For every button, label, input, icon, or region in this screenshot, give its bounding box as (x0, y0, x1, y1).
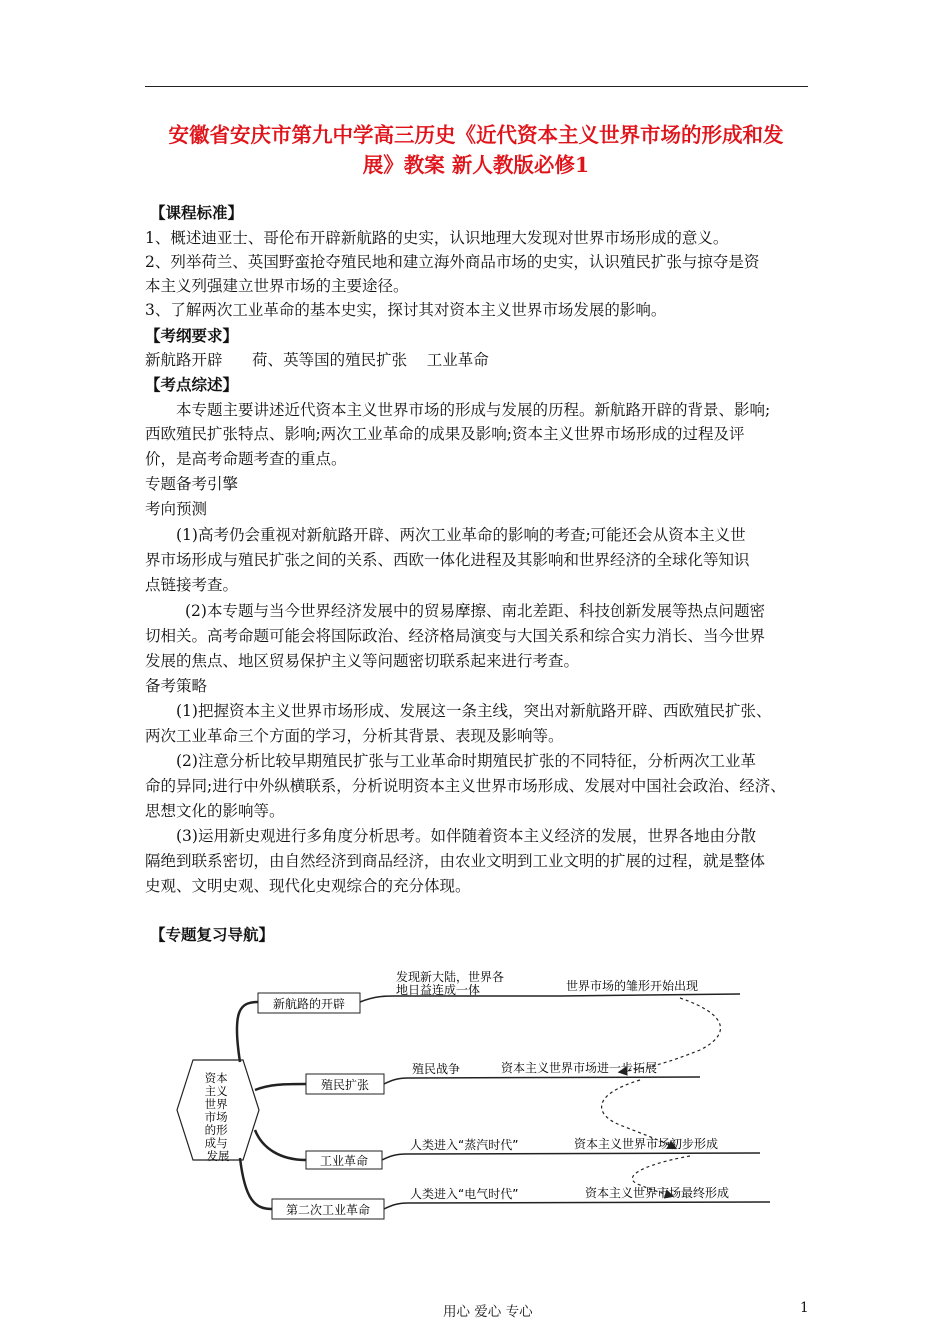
overview-line: 命的异同;进行中外纵横联系，分析说明资本主义世界市场形成、发展对中国社会政治、经济、 (145, 777, 786, 795)
center-label-line: 世界 (204, 1097, 228, 1111)
branch-event: 殖民战争 (412, 1062, 461, 1076)
overview-line: (1)高考仍会重视对新航路开辟、两次工业革命的影响的考查;可能还会从资本主义世 (176, 526, 746, 544)
branch-event: 人类进入“电气时代” (410, 1187, 519, 1201)
overview-line: 史观、文明史观、现代化史观综合的充分体现。 (145, 877, 471, 895)
overview-line: 西欧殖民扩张特点、影响;两次工业革命的成果及影响;资本主义世界市场形成的过程及评 (145, 425, 745, 443)
center-label (205, 1071, 232, 1163)
footer-slogan: 用心 爱心 专心 (443, 1304, 533, 1320)
page-number: 1 (800, 1300, 809, 1316)
center-label-line: 发展 (206, 1149, 230, 1163)
branch-label: 新航路的开辟 (272, 997, 346, 1011)
overview-line: 切相关。高考命题可能会将国际政治、经济格局演变与大国关系和综合实力消长、当今世界 (145, 627, 766, 645)
overview-line: (2)注意分析比较早期殖民扩张与工业革命时期殖民扩张的不同特征，分析两次工业革 (176, 752, 756, 770)
course-standard-line: 1、概述迪亚士、哥伦布开辟新航路的史实，认识地理大发现对世界市场形成的意义。 (145, 229, 729, 247)
center-label-line: 资本 (204, 1071, 228, 1085)
exam-overview-heading: 【考点综述】 (145, 375, 239, 394)
branch-result: 资本主义世界市场最终形成 (585, 1186, 730, 1200)
course-standard-heading: 【课程标准】 (150, 203, 244, 222)
overview-line: 本专题主要讲述近代资本主义世界市场的形成与发展的历程。新航路开辟的背景、影响; (176, 401, 771, 419)
overview-line: 备考策略 (145, 677, 208, 695)
branch-label: 工业革命 (319, 1154, 369, 1168)
branch-result: 资本主义世界市场进一步拓展 (501, 1061, 658, 1075)
overview-line: 隔绝到联系密切，由自然经济到商品经济，由农业文明到工业文明的扩展的过程，就是整体 (145, 852, 766, 870)
branch-event: 地日益连成一体 (396, 983, 481, 997)
overview-line: 价，是高考命题考查的重点。 (145, 450, 347, 468)
course-standard-line: 3、了解两次工业革命的基本史实，探讨其对资本主义世界市场发展的影响。 (145, 301, 667, 319)
course-standard-line: 2、列举荷兰、英国野蛮抢夺殖民地和建立海外商品市场的史实，认识殖民扩张与掠夺是资 (145, 253, 760, 271)
branch-connector (255, 1084, 306, 1090)
overview-line: 发展的焦点、地区贸易保护主义等问题密切联系起来进行考查。 (145, 652, 580, 670)
review-nav-heading: 【专题复习导航】 (150, 925, 275, 944)
center-label-line: 成与 (204, 1136, 228, 1150)
branch-result: 资本主义世界市场初步形成 (574, 1137, 719, 1151)
overview-line: (1)把握资本主义世界市场形成、发展这一条主线，突出对新航路开辟、西欧殖民扩张、 (176, 702, 772, 720)
branch-label: 第二次工业革命 (285, 1203, 371, 1217)
overview-line: 专题备考引擎 (145, 475, 239, 493)
overview-line: 点链接考查。 (145, 576, 239, 594)
page-title-line-1: 安徽省安庆市第九中学高三历史《近代资本主义世界市场的形成和发 (168, 123, 784, 147)
overview-line: 思想文化的影响等。 (145, 802, 285, 820)
overview-line: 界市场形成与殖民扩张之间的关系、西欧一体化进程及其影响和世界经济的全球化等知识 (145, 551, 750, 569)
branch-line (384, 1077, 700, 1084)
overview-line: (3)运用新史观进行多角度分析思考。如伴随着资本主义经济的发展，世界各地由分散 (176, 827, 756, 845)
branch-line (382, 1153, 760, 1160)
branch-result: 世界市场的雏形开始出现 (566, 979, 699, 993)
course-standard-line: 本主义列强建立世界市场的主要途径。 (145, 277, 409, 295)
branch-connector (240, 1158, 272, 1209)
exam-requirements-heading: 【考纲要求】 (145, 326, 239, 345)
branch-connector (237, 1002, 258, 1062)
branch-line (384, 1202, 770, 1209)
branch-event: 人类进入“蒸汽时代” (410, 1138, 519, 1152)
overview-line: 考向预测 (145, 500, 208, 518)
overview-line: (2)本专题与当今世界经济发展中的贸易摩擦、南北差距、科技创新发展等热点问题密 (185, 602, 765, 620)
page-title-line-2: 展》教案 新人教版必修1 (362, 153, 590, 177)
branch-label: 殖民扩张 (320, 1078, 370, 1092)
branch-connector (255, 1130, 306, 1160)
center-label-line: 市场 (204, 1110, 228, 1124)
center-label-line: 的形 (204, 1123, 228, 1137)
center-label-line: 主义 (204, 1084, 228, 1098)
branch-event: 发现新大陆，世界各 (396, 970, 505, 984)
exam-requirements-line: 新航路开辟 荷、英等国的殖民扩张 工业革命 (145, 351, 489, 369)
overview-line: 两次工业革命三个方面的学习，分析其背景、表现及影响等。 (145, 727, 564, 745)
